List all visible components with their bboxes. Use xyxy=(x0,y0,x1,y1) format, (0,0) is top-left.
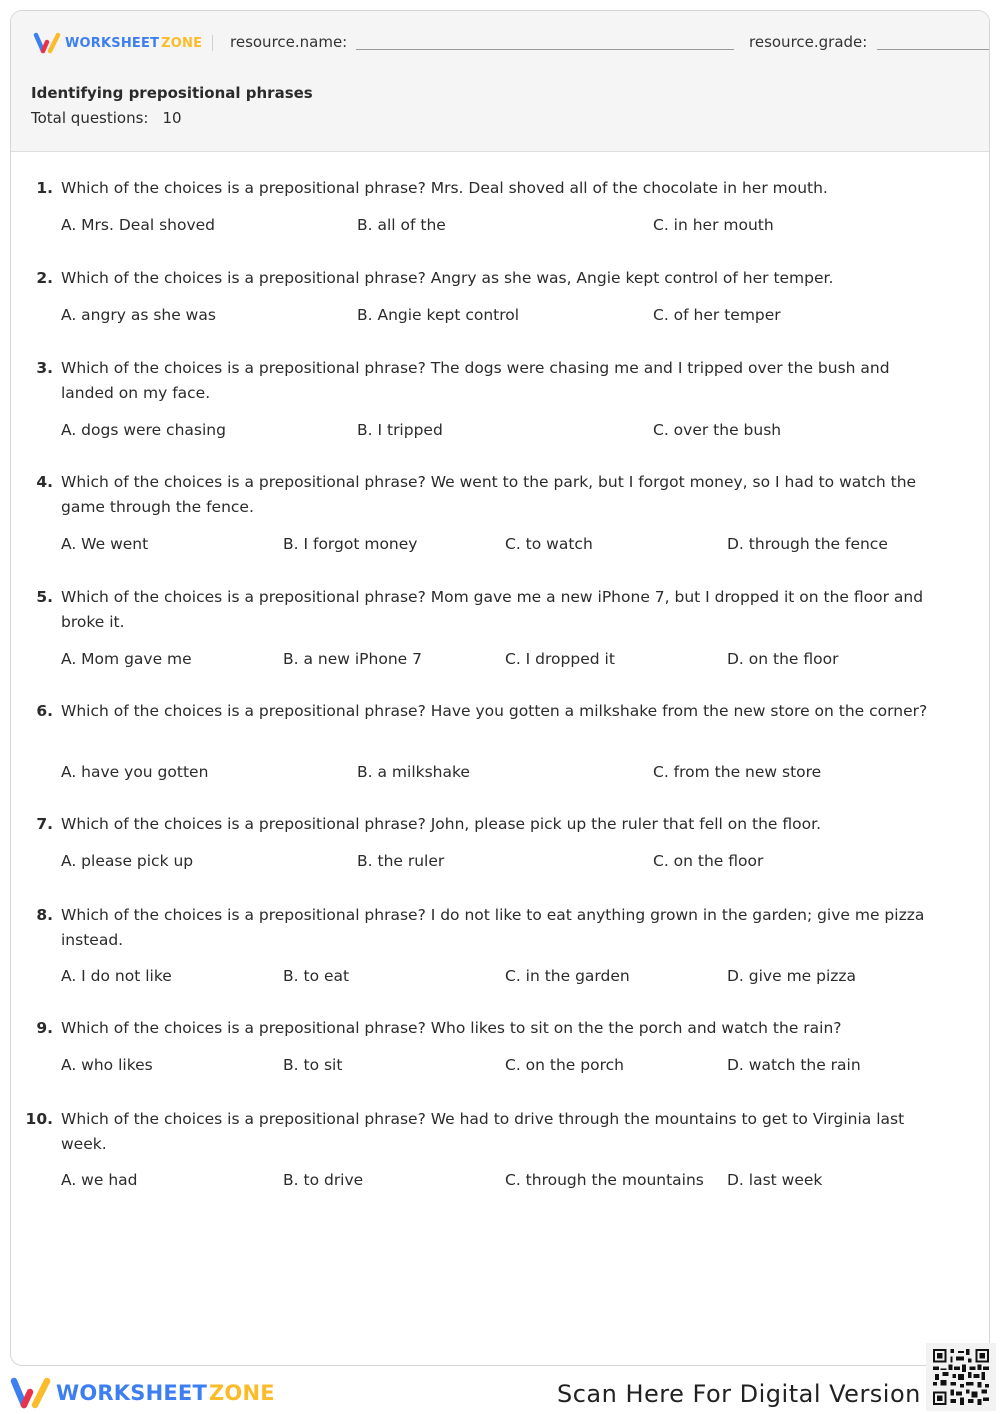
divider xyxy=(212,35,213,51)
resource-grade-label: resource.grade: xyxy=(749,33,868,51)
option-c[interactable]: C. I dropped it xyxy=(505,650,615,668)
question-text: Which of the choices is a prepositional phrase? I do not like to eat anything grown in the garden; give me pizza instead. xyxy=(61,906,925,949)
option-a[interactable]: A. angry as she was xyxy=(61,306,216,324)
question-number: 10. xyxy=(25,1110,53,1128)
question-number: 6. xyxy=(36,702,53,720)
option-b[interactable]: B. I tripped xyxy=(357,421,443,439)
brand-word-worksheet: WORKSHEET xyxy=(65,35,160,51)
option-c[interactable]: C. in the garden xyxy=(505,967,630,985)
total-questions xyxy=(31,109,182,127)
option-d[interactable]: D. watch the rain xyxy=(727,1056,861,1074)
option-d[interactable]: D. through the fence xyxy=(727,535,888,553)
question-number: 9. xyxy=(36,1019,53,1037)
option-c[interactable]: C. from the new store xyxy=(653,763,822,781)
question-number: 2. xyxy=(36,269,53,287)
option-d[interactable]: D. on the floor xyxy=(727,650,839,668)
option-c[interactable]: C. in her mouth xyxy=(653,216,774,234)
footer-brand-logo xyxy=(10,1377,275,1409)
option-c[interactable]: C. of her temper xyxy=(653,306,781,324)
option-b[interactable]: B. a milkshake xyxy=(357,763,470,781)
brand-logo xyxy=(33,32,202,54)
option-c[interactable]: C. to watch xyxy=(505,535,593,553)
logo-mark-icon xyxy=(10,1377,56,1409)
option-c[interactable]: C. over the bush xyxy=(653,421,782,439)
question-number: 1. xyxy=(36,179,53,197)
question-text: Which of the choices is a prepositional phrase? John, please pick up the ruler that fell on the floor. xyxy=(61,815,821,833)
option-a[interactable]: A. Mrs. Deal shoved xyxy=(61,216,215,234)
qr-code-icon[interactable] xyxy=(926,1343,996,1411)
question-text: Which of the choices is a prepositional phrase? We went to the park, but I forgot money, so I had to watch the game through the fence. xyxy=(61,473,917,516)
option-b[interactable]: B. to drive xyxy=(283,1171,364,1189)
question-text: Which of the choices is a prepositional phrase? Who likes to sit on the the porch and watch the rain? xyxy=(61,1019,842,1037)
option-a[interactable]: A. please pick up xyxy=(61,852,194,870)
resource-name-field[interactable] xyxy=(356,49,734,50)
brand-word-zone: ZONE xyxy=(208,1381,275,1405)
resource-grade-field[interactable] xyxy=(877,49,990,50)
option-a[interactable]: A. we had xyxy=(61,1171,138,1189)
option-a[interactable]: A. have you gotten xyxy=(61,763,209,781)
brand-word-worksheet: WORKSHEET xyxy=(56,1381,207,1405)
question-text: Which of the choices is a prepositional phrase? Mom gave me a new iPhone 7, but I dropped it on the floor and broke it. xyxy=(61,588,924,631)
resource-name-label: resource.name: xyxy=(230,33,348,51)
total-questions-value: 10 xyxy=(162,109,182,127)
option-b[interactable]: B. all of the xyxy=(357,216,446,234)
option-a[interactable]: A. who likes xyxy=(61,1056,153,1074)
question-number: 8. xyxy=(36,906,53,924)
option-b[interactable]: B. a new iPhone 7 xyxy=(283,650,422,668)
worksheet-header xyxy=(11,11,989,152)
question-text: Which of the choices is a prepositional phrase? Angry as she was, Angie kept control of her temper. xyxy=(61,269,834,287)
option-b[interactable]: B. I forgot money xyxy=(283,535,418,553)
option-a[interactable]: A. We went xyxy=(61,535,149,553)
option-d[interactable]: D. give me pizza xyxy=(727,967,857,985)
option-b[interactable]: B. to eat xyxy=(283,967,350,985)
question-number: 4. xyxy=(36,473,53,491)
option-c[interactable]: C. through the mountains xyxy=(505,1171,704,1189)
brand-word-zone: ZONE xyxy=(161,35,203,51)
question-text: Which of the choices is a prepositional phrase? Have you gotten a milkshake from the new store on the corner? xyxy=(61,702,928,720)
option-c[interactable]: C. on the floor xyxy=(653,852,764,870)
total-questions-label: Total questions: xyxy=(31,109,149,127)
option-b[interactable]: B. to sit xyxy=(283,1056,343,1074)
question-number: 3. xyxy=(36,359,53,377)
question-text: Which of the choices is a prepositional phrase? Mrs. Deal shoved all of the chocolate in her mouth. xyxy=(61,179,828,197)
question-number: 5. xyxy=(36,588,53,606)
option-d[interactable]: D. last week xyxy=(727,1171,823,1189)
logo-mark-icon xyxy=(33,32,65,54)
option-b[interactable]: B. the ruler xyxy=(357,852,445,870)
option-a[interactable]: A. Mom gave me xyxy=(61,650,192,668)
question-number: 7. xyxy=(36,815,53,833)
worksheet-title: Identifying prepositional phrases xyxy=(31,84,313,102)
option-a[interactable]: A. dogs were chasing xyxy=(61,421,226,439)
question-text: Which of the choices is a prepositional phrase? The dogs were chasing me and I tripped over the bush and landed on my face. xyxy=(61,359,890,402)
worksheet-card xyxy=(10,10,990,1366)
option-a[interactable]: A. I do not like xyxy=(61,967,172,985)
option-b[interactable]: B. Angie kept control xyxy=(357,306,520,324)
question-text: Which of the choices is a prepositional phrase? We had to drive through the mountains to get to Virginia last week. xyxy=(61,1110,905,1153)
option-c[interactable]: C. on the porch xyxy=(505,1056,624,1074)
scan-for-digital-text: Scan Here For Digital Version xyxy=(557,1380,921,1408)
